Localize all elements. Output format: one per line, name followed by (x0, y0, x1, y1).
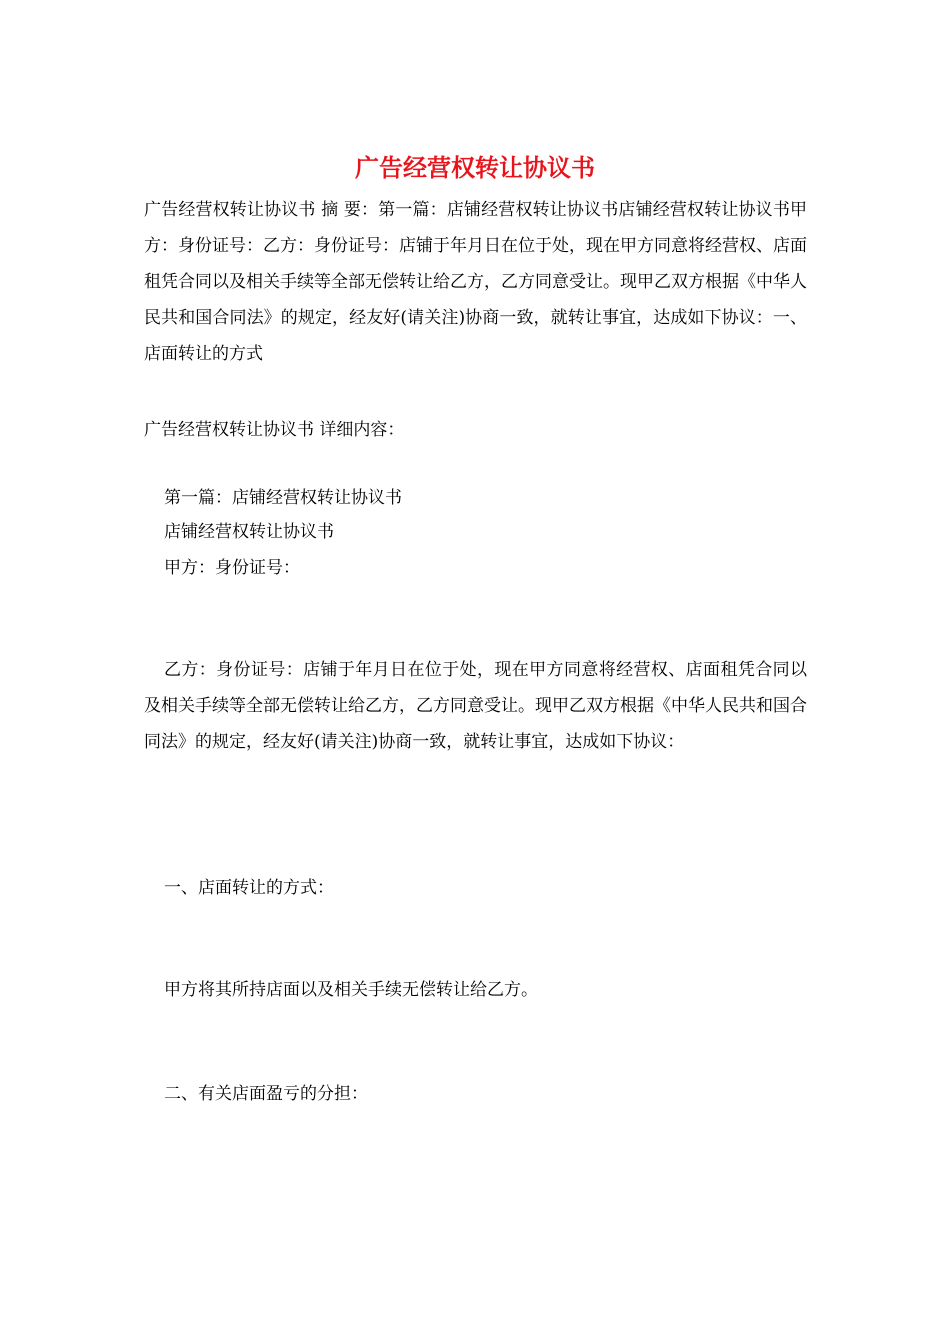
document-title: 广告经营权转让协议书 (355, 153, 595, 182)
section1-heading: 一、店面转让的方式： (164, 878, 334, 898)
details-heading: 广告经营权转让协议书 详细内容： (144, 420, 405, 440)
section1-body: 甲方将其所持店面以及相关手续无偿转让给乙方。 (164, 980, 538, 1000)
agreement-subtitle: 店铺经营权转让协议书 (164, 522, 334, 542)
abstract-paragraph: 广告经营权转让协议书 摘 要：第一篇：店铺经营权转让协议书店铺经营权转让协议书甲方：身份证号：乙方：身份证号：店铺于年月日在位于处，现在甲方同意将经营权、店面租凭合同以及相关手续等全部无偿转让给乙方，乙方同意受让。现甲乙双方根据《中华人民共和国合同法》的规定，经友好(请关注)协商一致，就转让事宜，达成如下协议：一、店面转让的方式 (144, 200, 807, 364)
party-b-paragraph: 乙方：身份证号：店铺于年月日在位于处，现在甲方同意将经营权、店面租凭合同以及相关手续等全部无偿转让给乙方，乙方同意受让。现甲乙双方根据《中华人民共和国合同法》的规定，经友好(请关注)协商一致，就转让事宜，达成如下协议： (144, 660, 807, 752)
section2-heading: 二、有关店面盈亏的分担： (164, 1084, 368, 1104)
party-a-line: 甲方：身份证号： (164, 558, 300, 578)
chapter-title: 第一篇：店铺经营权转让协议书 (164, 488, 402, 508)
